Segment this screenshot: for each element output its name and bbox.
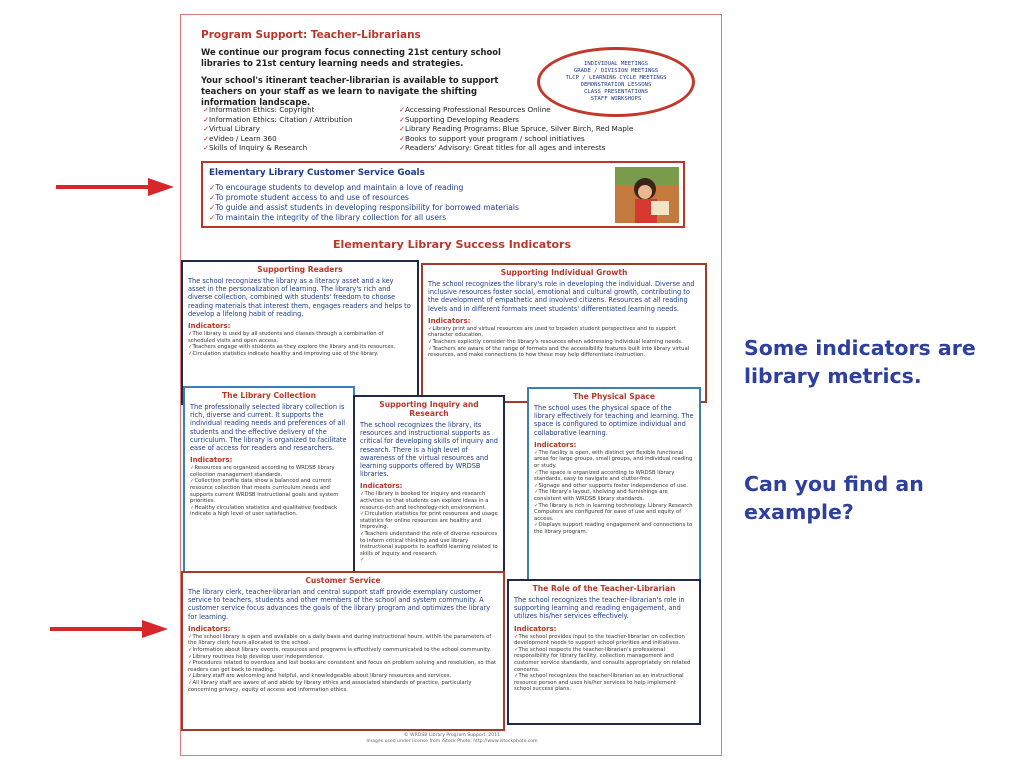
check-item: ✓ Supporting Developing Readers bbox=[399, 115, 633, 125]
indicator-item: ✓ The school respects the teacher-librarian's professional responsibility for library facility, collection management and customer service standards, and consults appropriately on related concerns. bbox=[514, 647, 694, 673]
indicator-item: ✓ The facility is open, with distinct yet flexible functional areas for large groups, small groups, and individual reading or study. bbox=[534, 450, 694, 470]
indicator-item: ✓ Library print and virtual resources are used to broaden student perspectives and to support character education. bbox=[428, 326, 700, 339]
indicators-label: Indicators: bbox=[188, 624, 231, 633]
teacher-librarian-role-box bbox=[507, 579, 701, 725]
box-title: Supporting Individual Growth bbox=[500, 268, 628, 277]
indicator-item: ✓ Library staff are welcoming and helpful, and knowledgeable about library resources and services. bbox=[188, 673, 498, 680]
indicator-item: ✓ The school provides input to the teacher-librarian on collection development needs to support school priorities and initiatives. bbox=[514, 634, 694, 647]
box-text: The professionally selected library collection is rich, diverse and current. It supports the individual reading needs and preferences of all students and the effective delivery of the curriculum. The library is organized to facilitate ease of access for readers and researchers. bbox=[190, 403, 347, 453]
indicator-list bbox=[360, 491, 498, 564]
goal-item: ✓ To maintain the integrity of the library collection for all users bbox=[209, 213, 519, 223]
side-caption-metrics: Some indicators are library metrics. bbox=[744, 336, 976, 388]
indicator-item: ✓ The library's layout, shelving and furnishings are consistent with WRDSB library standards. bbox=[534, 489, 694, 502]
indicators-label: Indicators: bbox=[514, 624, 557, 633]
check-item: ✓ Virtual Library bbox=[203, 124, 353, 134]
indicator-item: ✓ The library is rich in learning technology. Library Research Computers are configured for ease of use and equity of access. bbox=[534, 503, 694, 523]
physical-space-box bbox=[527, 387, 701, 597]
footer-image-credit: Images used under license from iStock Photo: http://www.istockphoto.com bbox=[366, 739, 538, 744]
indicator-list bbox=[514, 634, 694, 693]
indicator-item: ✓ The school recognizes the teacher-librarian as an instructional resource person and uses his/her services to help implement school success plans. bbox=[514, 673, 694, 693]
goals-title: Elementary Library Customer Service Goals bbox=[209, 168, 425, 178]
check-item: ✓ Books to support your program / school initiatives bbox=[399, 134, 633, 144]
box-text: The school recognizes the library as a literacy asset and a key asset in the personalization of learning. The library's rich and diverse collection, combined with students' freedom to choose reading materials that interest them, engages readers and helps to develop a lifelong habit of reading. bbox=[188, 277, 411, 318]
box-text: The library clerk, teacher-librarian and central support staff provide exemplary customer service to teachers, students and other members of the school and system community. A customer service focus advances the goals of the library program and optimizes the library for learning. bbox=[188, 588, 491, 621]
indicators-label: Indicators: bbox=[190, 456, 233, 465]
box-text: The school recognizes the library, its resources and instructional supports as critical for developing skills of inquiry and research. There is a high level of awareness of the virtual resources and learning supports offered by WRDSB libraries. bbox=[360, 421, 498, 479]
customer-service-goals-box bbox=[201, 161, 685, 228]
service-item: INDIVIDUAL MEETINGS bbox=[584, 61, 648, 67]
indicator-item: ✓ All library staff are aware of and abide by library ethics and associated standards of practice, particularly concerning privacy, equity of access and information ethics. bbox=[188, 680, 498, 693]
service-item: TLCP / LEARNING CYCLE MEETINGS bbox=[565, 75, 667, 81]
child-reading-photo bbox=[615, 167, 679, 223]
box-title: Supporting Readers bbox=[257, 265, 343, 274]
indicator-item: ✓ Information about library events, resources and programs is effectively communicated to the school community. bbox=[188, 647, 498, 654]
footer-copyright: © WRDSB Library Program Support, 2011 bbox=[404, 733, 500, 738]
goal-item: ✓ To guide and assist students in developing responsibility for borrowed materials bbox=[209, 203, 519, 213]
indicator-item: ✓ Procedures related to overdues and lost books are consistent and focus on problem solving and resolution, so that readers can get back to reading. bbox=[188, 660, 498, 673]
box-title: Supporting Inquiry and Research bbox=[379, 400, 479, 418]
side-caption-question: Can you find an example? bbox=[744, 472, 924, 524]
goal-item: ✓ To promote student access to and use of resources bbox=[209, 193, 519, 203]
indicator-item: ✓ Resources are organized according to WRDSB library collection management standards. bbox=[190, 465, 348, 478]
indicator-list bbox=[188, 634, 498, 693]
indicator-item: ✓ Teachers explicitly consider the library's resources when addressing individual learning needs. bbox=[428, 339, 700, 346]
intro-text-1: We continue our program focus connecting 21st century school libraries to 21st century learning needs and strategies. bbox=[201, 47, 501, 68]
indicator-item: ✓ Circulation statistics for print resources and usage statistics for online resources are healthy and improving. bbox=[360, 511, 498, 531]
service-item: DEMONSTRATION LESSONS bbox=[580, 82, 652, 88]
indicator-item: ✓ Circulation statistics indicate healthy and improving use of the library. bbox=[188, 351, 412, 358]
red-arrow-icon bbox=[50, 620, 170, 638]
check-item: ✓ eVideo / Learn 360 bbox=[203, 134, 353, 144]
inquiry-research-box bbox=[353, 395, 505, 590]
support-checklist-left bbox=[203, 105, 353, 153]
check-item: ✓ Information Ethics: Citation / Attribution bbox=[203, 115, 353, 125]
box-text: The school recognizes the library's role in developing the individual. Diverse and inclusive resources foster social, emotional and cultural growth, contributing to the development of empathetic and involved citizens. Resources at all reading levels and in different formats meet students' differentiated learning needs. bbox=[428, 280, 695, 313]
indicator-item: ✓ Collection profile data show a balanced and current resource collection that meets curriculum needs and supports current WRDSB instructional goals and system priorities. bbox=[190, 478, 348, 504]
goal-item: ✓ To encourage students to develop and maintain a love of reading bbox=[209, 183, 519, 193]
library-collection-box bbox=[183, 386, 355, 576]
indicator-list bbox=[534, 450, 694, 536]
service-item: GRADE / DIVISION MEETINGS bbox=[573, 68, 659, 74]
check-item: ✓ Information Ethics: Copyright bbox=[203, 105, 353, 115]
goals-list bbox=[209, 183, 519, 223]
box-text: The school recognizes the teacher-librarian's role in supporting learning and reading engagement, and utilizes his/her services effectively. bbox=[514, 596, 685, 621]
program-title: Program Support: Teacher-Librarians bbox=[201, 29, 421, 41]
box-title: Customer Service bbox=[305, 576, 381, 585]
indicator-item: ✓ The space is organized according to WRDSB library standards, easy to navigate and clutter-free. bbox=[534, 470, 694, 483]
red-arrow-icon bbox=[56, 178, 176, 196]
indicator-item: ✓ Library routines help develop user independence. bbox=[188, 654, 498, 661]
indicator-item: ✓ Teachers are aware of the range of formats and the accessibility features built into library virtual resources, and make connections to how these may help differentiate instruction. bbox=[428, 346, 700, 359]
customer-service-box bbox=[181, 571, 505, 731]
supporting-readers-box bbox=[181, 260, 419, 405]
check-item: ✓ Readers' Advisory: Great titles for all ages and interests bbox=[399, 143, 633, 153]
check-item: ✓ Accessing Professional Resources Online bbox=[399, 105, 633, 115]
box-title: The Role of the Teacher-Librarian bbox=[532, 584, 676, 593]
indicators-label: Indicators: bbox=[428, 316, 471, 325]
indicator-item: ✓ Signage and other supports foster independence of use. bbox=[534, 483, 694, 490]
indicators-label: Indicators: bbox=[188, 322, 231, 331]
indicator-list bbox=[428, 326, 700, 359]
indicator-item: ✓ The school library is open and available on a daily basis and during instructional hours, within the parameters of the library clerk hours allocated to the school. bbox=[188, 634, 498, 647]
indicator-item bbox=[360, 557, 498, 564]
indicators-label: Indicators: bbox=[360, 482, 403, 491]
indicator-item: ✓ Teachers engage with students as they explore the library and its resources. bbox=[188, 344, 412, 351]
indicator-item: ✓ The library is used by all students and classes through a combination of scheduled visits and open access. bbox=[188, 331, 412, 344]
indicator-item: ✓ The library is booked for inquiry and research activities so that students can explore ideas in a resource-rich and technology-rich environment. bbox=[360, 491, 498, 511]
box-text: The school uses the physical space of the library effectively for teaching and learning. The space is configured to optimize individual and collaborative learning. bbox=[534, 404, 694, 437]
indicators-label: Indicators: bbox=[534, 440, 577, 449]
check-item: ✓ Library Reading Programs: Blue Spruce, Silver Birch, Red Maple bbox=[399, 124, 633, 134]
check-item: ✓ Skills of Inquiry & Research bbox=[203, 143, 353, 153]
service-item: STAFF WORKSHOPS bbox=[590, 96, 642, 102]
box-title: The Physical Space bbox=[573, 392, 655, 401]
support-checklist-right bbox=[399, 105, 633, 153]
box-title: The Library Collection bbox=[222, 391, 316, 400]
indicator-list bbox=[190, 465, 348, 518]
indicator-item: ✓ Teachers understand the role of diverse resources to inform critical thinking and use library instructional supports to scaffold learning related to skills of inquiry and research. bbox=[360, 531, 498, 557]
indicator-list bbox=[188, 331, 412, 357]
success-indicators-title: Elementary Library Success Indicators bbox=[332, 238, 571, 251]
indicator-item: ✓ Healthy circulation statistics and qualitative feedback indicate a high level of user satisfaction. bbox=[190, 505, 348, 518]
service-item: CLASS PRESENTATIONS bbox=[584, 89, 648, 95]
intro-text-2: Your school's itinerant teacher-librarian is available to support teachers on your staff as we learn to navigate the shifting information landscape. bbox=[201, 75, 499, 107]
poster-footer bbox=[181, 733, 722, 745]
poster-page bbox=[180, 14, 722, 756]
individual-growth-box bbox=[421, 263, 707, 403]
indicator-item: ✓ Displays support reading engagement and connections to the library program. bbox=[534, 522, 694, 535]
